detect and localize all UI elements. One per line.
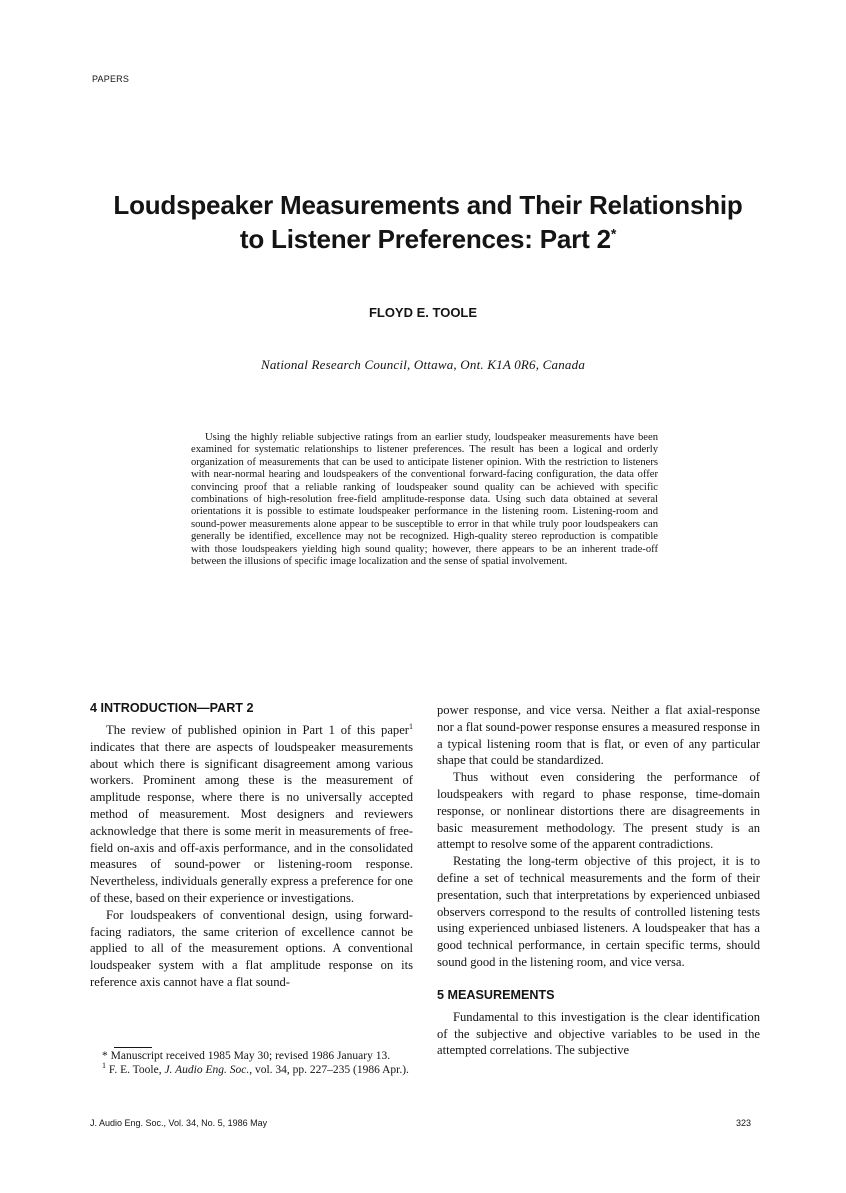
title-footnote-mark: * <box>610 225 617 242</box>
intro-paragraph-2-continued: power response, and vice versa. Neither a flat axial-response nor a flat sound-power response ensures a measured response in a typical listening room that is flat, or even of any particular shape that could be standardized. <box>437 703 760 768</box>
intro-paragraph-3: Thus without even considering the performance of loudspeakers with regard to phase response, time-domain response, or nonlinear distortions there are disagreements in basic measurement methodology. The present study is an attempt to resolve some of the apparent contradictions. <box>437 770 760 852</box>
intro-paragraph-1: The review of published opinion in Part 1 of this paper$^1$ indicates that there are aspects of loudspeaker measurements about which there is significant disagreement among various workers. Prominent among these is the measurement of amplitude response, where there is no universally accepted method of measurement. Most designers and reviewers acknowledge that there is some merit in measurements of free-field on-axis and off-axis performance, and in the consolidated measures of sound-power or listening-room response. Nevertheless, individuals generally express a preference for one of these, based on their experience or investigations. <box>90 721 413 905</box>
section-label: PAPERS <box>92 74 130 84</box>
author-name: FLOYD E. TOOLE <box>368 305 478 320</box>
footnote-reference: $^1$ F. E. Toole, J. Audio Eng. Soc., vol. 34, pp. 227–235 (1986 Apr.). <box>102 1060 409 1076</box>
journal-citation: J. Audio Eng. Soc., Vol. 34, No. 5, 1986 May <box>90 1118 268 1128</box>
footnote-divider <box>114 1047 152 1048</box>
paper-title <box>60 188 796 256</box>
intro-paragraph-2: For loudspeakers of conventional design, using forward-facing radiators, the same criterion of excellence cannot be applied to all of the measurement options. A conventional loudspeaker system with a flat amplitude response on its reference axis cannot have a flat sound- <box>90 907 413 989</box>
page-number: 323 <box>736 1118 752 1128</box>
footnote-manuscript: * Manuscript received 1985 May 30; revised 1986 January 13. <box>102 1050 391 1062</box>
reference-mark: 1 <box>409 721 413 731</box>
author-affiliation: National Research Council, Ottawa, Ont. K1A 0R6, Canada <box>260 357 586 372</box>
abstract <box>191 432 658 568</box>
intro-paragraph-4: Restating the long-term objective of this project, it is to define a set of technical measurements and the form of their presentation, such that interpretations by experienced unbiased observers correspond to the results of controlled listening tests using experienced unbiased listeners. A loudspeaker that has a good technical performance, in certain specific terms, should sound good in the listening room, and vice versa. <box>437 854 760 969</box>
measurements-paragraph-1: Fundamental to this investigation is the clear identification of the subjective and objective variables to be used in the attempted correlations. The subjective <box>437 1009 760 1058</box>
abstract-text: Using the highly reliable subjective ratings from an earlier study, loudspeaker measurements have been examined for systematic relationships to listener preferences. The result has been a logical and orderly organization of measurements that can be used to anticipate listener opinion. With the restriction to listeners with near-normal hearing and loudspeakers of the conventional forward-facing configuration, the data offer convincing proof that a reliable ranking of loudspeaker sound quality can be achieved with specific combinations of high-resolution free-field amplitude-response data. Using such data obtained at several orientations it is possible to estimate loudspeaker performance in the listening room. Listening-room and sound-power measurements alone appear to be susceptible to error in that while truly poor loudspeakers can generally be identified, excellence may not be recognized. High-quality stereo reproduction is compatible with those loudspeakers yielding high sound quality; however, there appears to be an inherent trade-off between the illusions of specific image localization and the sense of spatial involvement. <box>191 432 658 568</box>
footnotes <box>90 1050 413 1077</box>
right-column <box>437 702 760 1059</box>
title-line-2: to Listener Preferences: Part 2 <box>239 224 611 254</box>
left-column <box>90 700 413 991</box>
title-line-1: Loudspeaker Measurements and Their Relationship <box>113 190 743 220</box>
section-heading-measurements: 5 MEASUREMENTS <box>437 987 555 1002</box>
section-heading-introduction: 4 INTRODUCTION—PART 2 <box>90 701 254 715</box>
